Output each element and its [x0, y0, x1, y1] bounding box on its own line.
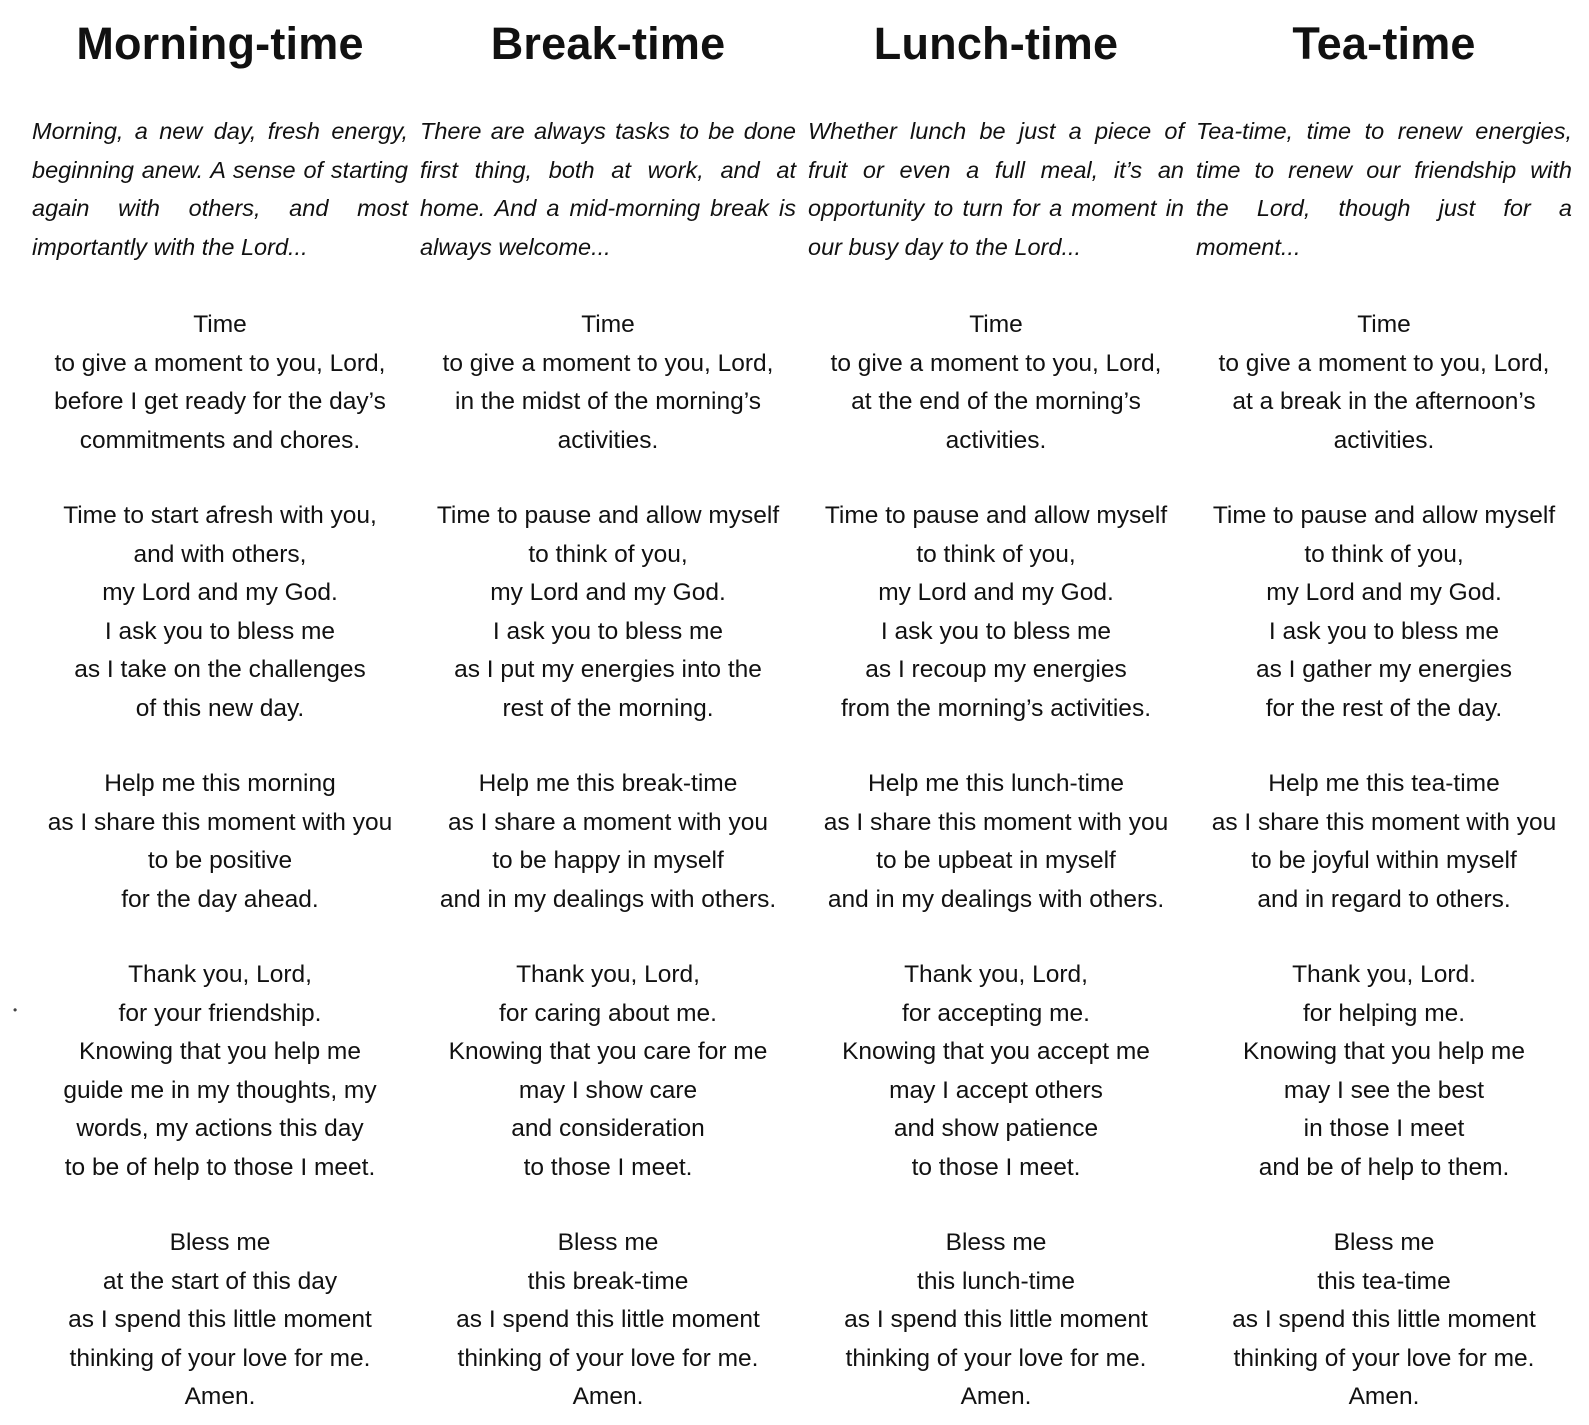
prayer-line: for caring about me.: [499, 999, 717, 1027]
prayer-line: and in regard to others.: [1257, 885, 1511, 913]
prayer-stanza: [26, 765, 414, 919]
prayer-stanza: [1190, 497, 1578, 728]
column-lunch-time: [802, 0, 1190, 1425]
prayer-line: as I share this moment with you: [47, 808, 393, 836]
prayer-line: Knowing that you help me: [1243, 1038, 1525, 1065]
prayer-body: [802, 306, 1190, 1417]
prayer-line: Help me this lunch-time: [868, 770, 1124, 797]
prayer-line: Time: [193, 311, 247, 338]
prayer-line: my Lord and my God.: [490, 579, 726, 606]
prayer-line: Amen.: [960, 1383, 1032, 1410]
prayer-body: [1190, 306, 1578, 1417]
prayer-line: to be happy in myself: [492, 847, 724, 874]
prayer-line: activities.: [945, 426, 1047, 454]
prayer-line: Help me this morning: [104, 770, 336, 797]
prayer-stanza: [26, 956, 414, 1187]
prayer-line: Time: [969, 311, 1023, 338]
prayer-line: Help me this tea-time: [1268, 770, 1500, 797]
prayer-body: [26, 306, 414, 1417]
prayer-line: rest of the morning.: [502, 694, 714, 722]
prayer-line: I ask you to bless me: [1268, 617, 1500, 645]
prayer-line: and consideration: [511, 1115, 705, 1142]
prayer-line: and in my dealings with others.: [439, 885, 777, 913]
prayer-stanza: [1190, 306, 1578, 460]
column-intro: Whether lunch be just a piece of fruit or even a full meal, it’s an opportunity to turn for a moment in our busy day to the Lord...: [808, 118, 1184, 260]
column-morning-time: [26, 0, 414, 1425]
prayer-line: for accepting me.: [902, 999, 1090, 1027]
prayer-line: Bless me: [945, 1229, 1047, 1256]
prayer-line: my Lord and my God.: [878, 579, 1114, 606]
prayer-line: as I spend this little moment: [1232, 1306, 1536, 1333]
prayer-line: at a break in the afternoon’s: [1232, 388, 1536, 415]
prayer-line: as I put my energies into the: [454, 656, 762, 683]
prayer-line: to those I meet.: [911, 1153, 1081, 1181]
prayer-line: Amen.: [1348, 1383, 1420, 1410]
prayer-line: I ask you to bless me: [104, 617, 336, 645]
prayer-line: to be joyful within myself: [1251, 847, 1517, 874]
prayer-line: for helping me.: [1302, 999, 1466, 1027]
prayer-line: Help me this break-time: [478, 770, 738, 797]
prayer-line: as I share this moment with you: [823, 808, 1169, 836]
prayer-line: Time: [581, 311, 635, 338]
column-intro: Morning, a new day, fresh energy, beginning anew. A sense of starting again with others, and most importantly with the Lord...: [32, 118, 408, 260]
prayer-line: Knowing that you accept me: [842, 1038, 1150, 1065]
prayer-stanza: [802, 497, 1190, 728]
prayer-line: as I share this moment with you: [1211, 808, 1557, 836]
prayer-line: Thank you, Lord.: [1292, 961, 1476, 988]
prayer-line: and with others,: [133, 540, 307, 568]
prayer-stanza: [802, 956, 1190, 1187]
prayer-stanza: [802, 306, 1190, 460]
prayer-line: this lunch-time: [917, 1267, 1075, 1295]
prayer-line: as I share a moment with you: [447, 808, 768, 836]
prayer-line: Amen.: [184, 1383, 256, 1410]
prayer-line: commitments and chores.: [79, 426, 361, 454]
prayer-line: to be upbeat in myself: [876, 847, 1116, 874]
column-title: Lunch-time: [873, 18, 1119, 69]
prayer-line: in the midst of the morning’s: [455, 388, 761, 415]
prayer-body: [414, 306, 802, 1417]
prayer-line: to think of you,: [528, 540, 688, 568]
prayer-line: to give a moment to you, Lord,: [830, 349, 1162, 377]
prayer-line: Thank you, Lord,: [516, 961, 700, 988]
prayer-line: guide me in my thoughts, my: [63, 1076, 377, 1104]
prayer-line: words, my actions this day: [76, 1115, 364, 1142]
prayer-line: as I recoup my energies: [865, 656, 1127, 683]
prayer-stanza: [414, 956, 802, 1187]
prayer-line: of this new day.: [135, 694, 305, 722]
prayer-line: Time to pause and allow myself: [436, 502, 780, 529]
prayer-line: as I gather my energies: [1255, 656, 1513, 683]
prayer-line: Bless me: [1333, 1229, 1435, 1256]
prayer-line: to those I meet.: [523, 1153, 693, 1181]
column-break-time: [414, 0, 802, 1425]
column-title: Break-time: [490, 18, 726, 69]
column-title: Morning-time: [76, 18, 364, 69]
prayer-stanza: [414, 306, 802, 460]
prayer-stanza: [414, 1224, 802, 1417]
prayer-line: activities.: [557, 426, 659, 454]
prayer-line: Knowing that you help me: [79, 1038, 361, 1065]
prayer-line: this tea-time: [1317, 1267, 1451, 1295]
prayer-line: Bless me: [557, 1229, 659, 1256]
prayer-stanza: [1190, 956, 1578, 1187]
column-tea-time: [1190, 0, 1578, 1425]
prayer-line: Time to pause and allow myself: [824, 502, 1168, 529]
column-intro: There are always tasks to be done first thing, both at work, and at home. And a mid-morning break is always welcome...: [420, 118, 796, 260]
prayer-line: I ask you to bless me: [492, 617, 724, 645]
prayer-line: thinking of your love for me.: [845, 1344, 1147, 1372]
prayer-line: as I spend this little moment: [456, 1306, 760, 1333]
prayer-line: for the rest of the day.: [1265, 694, 1503, 722]
prayer-line: at the end of the morning’s: [851, 388, 1141, 415]
prayer-line: my Lord and my God.: [102, 579, 338, 606]
prayer-line: thinking of your love for me.: [1233, 1344, 1535, 1372]
prayer-line: at the start of this day: [102, 1267, 338, 1295]
prayer-line: may I show care: [518, 1076, 698, 1104]
prayer-line: to give a moment to you, Lord,: [1218, 349, 1550, 377]
prayer-line: Bless me: [169, 1229, 271, 1256]
scan-speck: •: [13, 1003, 18, 1017]
prayer-line: Time to pause and allow myself: [1212, 502, 1556, 529]
prayer-line: Thank you, Lord,: [904, 961, 1088, 988]
prayer-line: may I accept others: [889, 1076, 1103, 1104]
prayer-line: Amen.: [572, 1383, 644, 1410]
prayer-line: Time to start afresh with you,: [63, 502, 377, 529]
prayer-stanza: [26, 1224, 414, 1417]
column-title: Tea-time: [1292, 18, 1476, 69]
prayer-stanza: [802, 1224, 1190, 1417]
prayer-line: as I spend this little moment: [68, 1306, 372, 1333]
prayer-line: before I get ready for the day’s: [54, 388, 386, 415]
prayer-line: for the day ahead.: [121, 885, 319, 913]
prayer-line: Knowing that you care for me: [448, 1038, 768, 1065]
prayer-line: to give a moment to you, Lord,: [54, 349, 386, 377]
prayer-line: and be of help to them.: [1258, 1153, 1510, 1181]
prayer-line: and in my dealings with others.: [827, 885, 1165, 913]
prayer-stanza: [802, 765, 1190, 919]
prayer-line: I ask you to bless me: [880, 617, 1112, 645]
prayer-line: Thank you, Lord,: [128, 961, 312, 988]
prayer-line: from the morning’s activities.: [841, 694, 1151, 722]
prayer-line: thinking of your love for me.: [69, 1344, 371, 1372]
column-intro: Tea-time, time to renew energies, time to renew our friendship with the Lord, though just for a moment...: [1196, 118, 1572, 260]
prayer-stanza: [1190, 1224, 1578, 1417]
prayer-line: to give a moment to you, Lord,: [442, 349, 774, 377]
prayer-line: to be positive: [147, 847, 293, 874]
prayer-line: to be of help to those I meet.: [64, 1153, 376, 1181]
prayer-line: to think of you,: [916, 540, 1076, 568]
prayer-line: as I take on the challenges: [74, 656, 366, 683]
prayer-line: activities.: [1333, 426, 1435, 454]
prayer-line: Time: [1357, 311, 1411, 338]
prayer-line: as I spend this little moment: [844, 1306, 1148, 1333]
prayer-line: to think of you,: [1304, 540, 1464, 568]
prayer-line: may I see the best: [1283, 1076, 1485, 1104]
prayer-line: my Lord and my God.: [1266, 579, 1502, 606]
prayer-line: and show patience: [893, 1115, 1099, 1142]
prayer-line: in those I meet: [1303, 1115, 1465, 1142]
prayer-stanza: [414, 765, 802, 919]
prayer-line: this break-time: [527, 1267, 689, 1295]
prayer-stanza: [414, 497, 802, 728]
prayer-line: for your friendship.: [118, 999, 322, 1027]
prayer-line: thinking of your love for me.: [457, 1344, 759, 1372]
prayer-stanza: [26, 497, 414, 728]
prayer-stanza: [1190, 765, 1578, 919]
prayer-stanza: [26, 306, 414, 460]
